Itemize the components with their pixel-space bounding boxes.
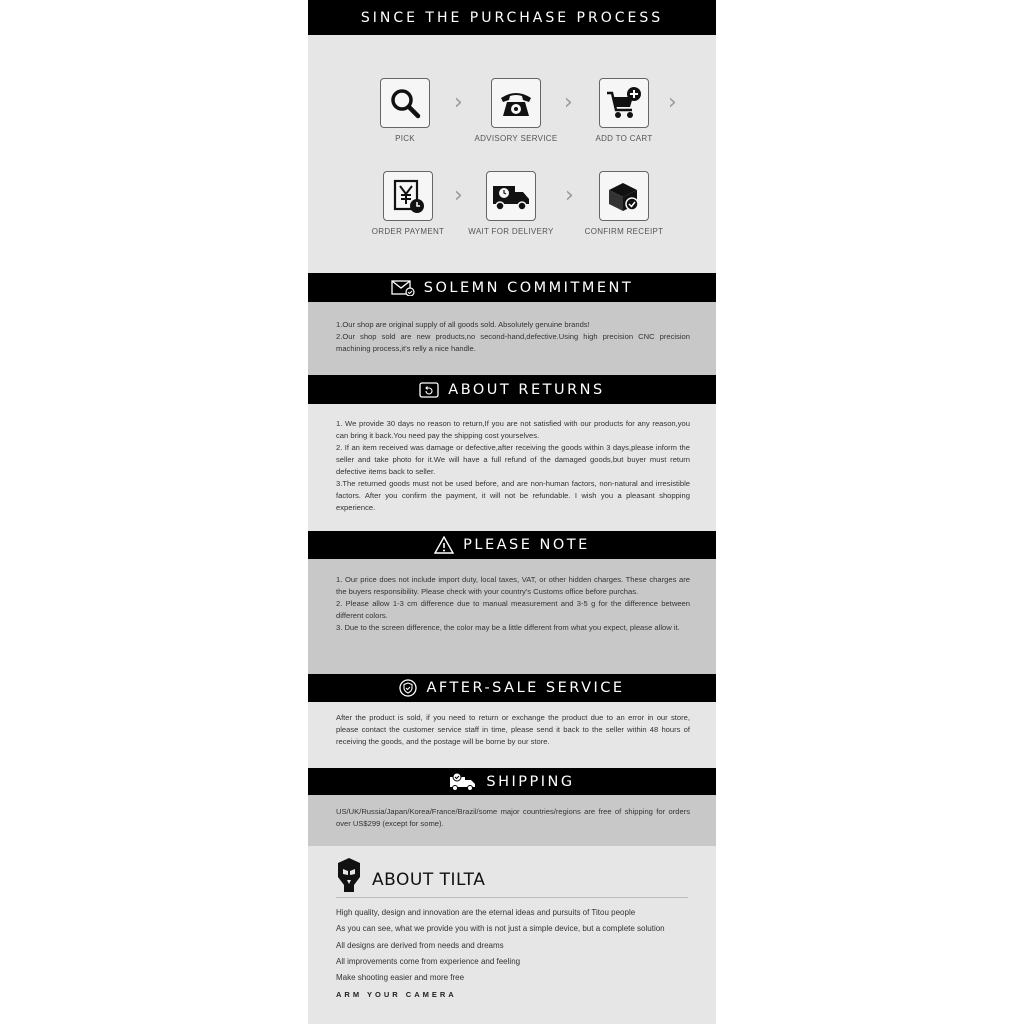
chevron-right-icon: › — [454, 183, 463, 208]
cart-plus-icon — [599, 78, 649, 128]
chevron-right-icon: › — [668, 90, 677, 115]
returns-header — [308, 375, 716, 404]
step-add-to-cart — [569, 78, 679, 143]
step-confirm-receipt — [569, 171, 679, 236]
step-pick — [350, 78, 460, 143]
about-line: As you can see, what we provide you with is not just a simple device, but a complete solution — [336, 924, 665, 934]
about-line: High quality, design and innovation are the eternal ideas and pursuits of Titou people — [336, 908, 636, 917]
step-advisory-service — [461, 78, 571, 143]
note-line: 2. Please allow 1-3 cm difference due to manual measurement and 3-5 g for the difference between different colors. — [336, 599, 690, 620]
step-label: WAIT FOR DELIVERY — [468, 227, 554, 236]
note-title: PLEASE NOTE — [463, 537, 590, 553]
after-sale-title: AFTER-SALE SERVICE — [426, 680, 625, 696]
step-wait-for-delivery — [456, 171, 566, 236]
about-lines — [336, 905, 696, 986]
yen-payment-icon — [383, 171, 433, 221]
after-sale-line: After the product is sold, if you need to return or exchange the product due to an error in our store, please contact the customer service staff in time, please send it back to the seller within 48 hours of receiving the goods, and the postage will be borne by our store. — [336, 713, 690, 746]
return-box-icon — [419, 382, 439, 398]
shipping-header — [308, 768, 716, 795]
commitment-line: 2.Our shop sold are new products,no second-hand,defective.Using high precision CNC precision machining process,it's relly a nice handle. — [336, 332, 690, 353]
delivery-truck-icon — [486, 171, 536, 221]
purchase-process-title: SINCE THE PURCHASE PROCESS — [360, 9, 664, 26]
after-sale-panel — [308, 702, 716, 768]
about-line: Make shooting easier and more free — [336, 973, 465, 983]
telephone-icon — [491, 78, 541, 128]
returns-line: 2. If an item received was damage or defective,after receiving the goods within 3 days,please inform the seller and take photo for it.We will have a full refund of the damaged goods,but buyer must return defective items back to seller. — [336, 443, 690, 476]
returns-line: 1. We provide 30 days no reason to return,If you are not satisfied with our products for any reason,you can bring it back.You need pay the shipping cost yourselves. — [336, 419, 690, 440]
commitment-line: 1.Our shop are original supply of all goods sold. Absolutely genuine brands! — [336, 320, 590, 329]
info-strip — [308, 0, 716, 1024]
step-label: ADVISORY SERVICE — [474, 134, 558, 143]
shipping-title: SHIPPING — [486, 773, 575, 790]
shipping-truck-icon — [449, 772, 477, 792]
commitment-title: SOLEMN COMMITMENT — [423, 279, 634, 296]
magnifier-icon — [380, 78, 430, 128]
about-title: ABOUT TILTA — [372, 870, 486, 890]
returns-title: ABOUT RETURNS — [448, 381, 605, 398]
step-label: ADD TO CART — [595, 134, 653, 143]
step-order-payment — [353, 171, 463, 236]
note-line: 1. Our price does not include import duty, local taxes, VAT, or other hidden charges. These charges are the buyers responsibility. Please check with your country's Customs office before purchas. — [336, 575, 690, 596]
envelope-check-icon — [391, 280, 415, 296]
about-divider — [336, 897, 688, 898]
about-line: All improvements come from experience and feeling — [336, 956, 521, 966]
step-label: ORDER PAYMENT — [371, 227, 445, 236]
package-check-icon — [599, 171, 649, 221]
note-panel — [308, 559, 716, 674]
shipping-line: US/UK/Russia/Japan/Korea/France/Brazil/some major countries/regions are free of shipping for orders over US$299 (except for some). — [336, 807, 690, 828]
after-sale-header — [308, 674, 716, 702]
tilta-helmet-logo — [336, 857, 362, 893]
about-line: All designs are derived from needs and dreams — [336, 940, 504, 950]
purchase-process-header — [308, 0, 716, 35]
step-label: CONFIRM RECEIPT — [584, 227, 664, 236]
note-header — [308, 531, 716, 559]
chevron-right-icon: › — [565, 183, 574, 208]
warning-triangle-icon — [434, 536, 454, 554]
about-slogan: ARM YOUR CAMERA — [336, 990, 457, 999]
commitment-panel — [308, 302, 716, 375]
chevron-right-icon: › — [564, 90, 573, 115]
note-line: 3. Due to the screen difference, the color may be a little different from what you expect, please allow it. — [336, 623, 680, 632]
shipping-panel — [308, 795, 716, 846]
step-label: PICK — [395, 134, 415, 143]
returns-line: 3.The returned goods must not be used before, and are non-human factors, non-natural and irresistible factors. After you confirm the payment, it will not be refundable. I wish you a pleasant shopping experience. — [336, 479, 690, 512]
returns-panel — [308, 404, 716, 531]
shield-check-icon — [399, 679, 417, 697]
commitment-header — [308, 273, 716, 302]
chevron-right-icon: › — [454, 90, 463, 115]
